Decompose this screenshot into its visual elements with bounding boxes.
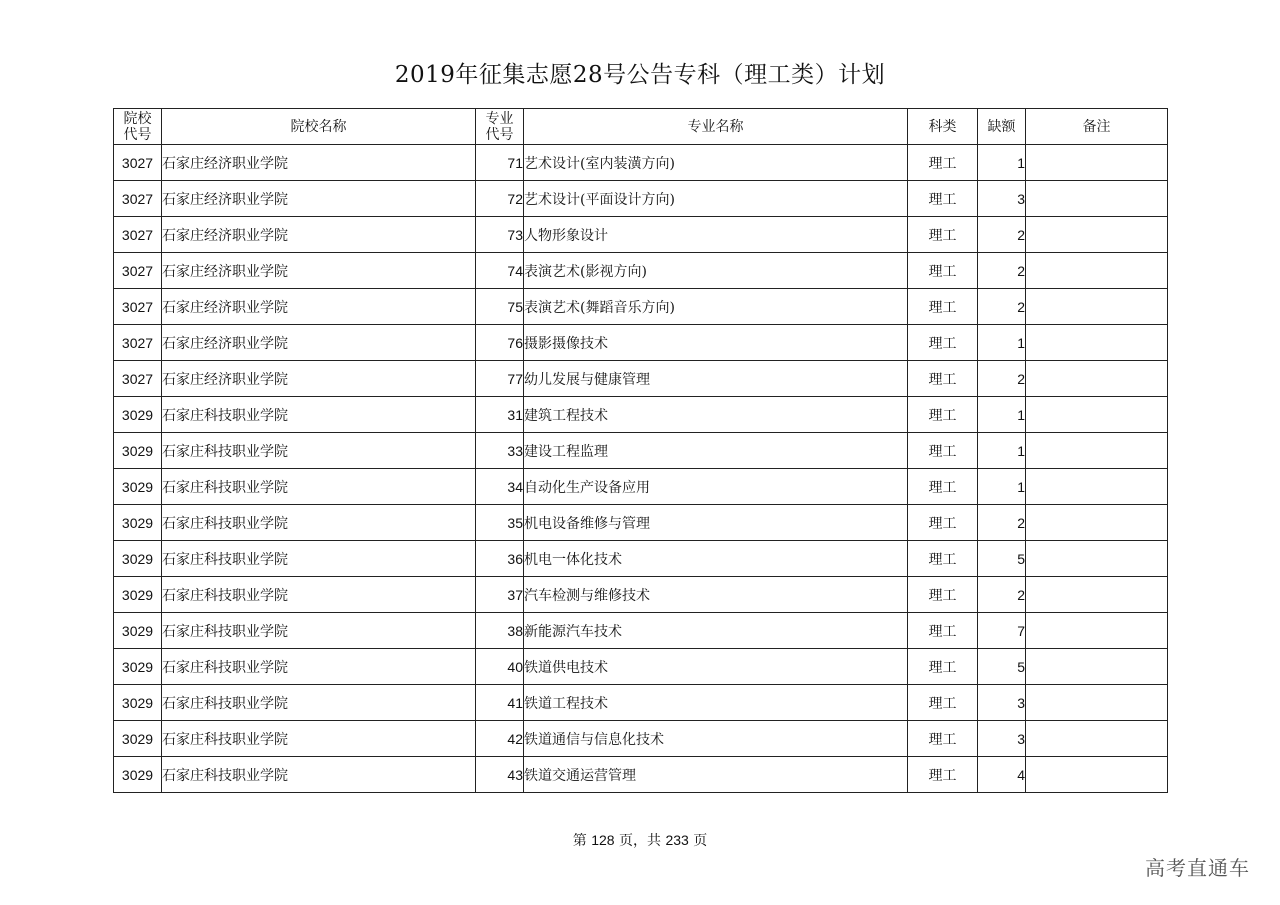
cell-school-name: 石家庄科技职业学院 bbox=[162, 577, 476, 613]
cell-note bbox=[1026, 685, 1168, 721]
cell-school-code: 3027 bbox=[114, 217, 162, 253]
cell-quota: 1 bbox=[978, 325, 1026, 361]
cell-major-code: 43 bbox=[476, 757, 524, 793]
cell-major-code: 76 bbox=[476, 325, 524, 361]
header-quota: 缺额 bbox=[978, 109, 1026, 145]
cell-quota: 5 bbox=[978, 649, 1026, 685]
cell-major-name: 幼儿发展与健康管理 bbox=[524, 361, 908, 397]
cell-category: 理工 bbox=[908, 541, 978, 577]
table-body bbox=[114, 145, 1168, 793]
cell-major-name: 机电一体化技术 bbox=[524, 541, 908, 577]
cell-school-code: 3029 bbox=[114, 433, 162, 469]
cell-category: 理工 bbox=[908, 685, 978, 721]
cell-school-name: 石家庄经济职业学院 bbox=[162, 217, 476, 253]
table-row bbox=[114, 181, 1168, 217]
cell-major-code: 77 bbox=[476, 361, 524, 397]
cell-major-name: 建设工程监理 bbox=[524, 433, 908, 469]
cell-quota: 2 bbox=[978, 361, 1026, 397]
cell-school-name: 石家庄经济职业学院 bbox=[162, 289, 476, 325]
cell-note bbox=[1026, 217, 1168, 253]
cell-major-name: 新能源汽车技术 bbox=[524, 613, 908, 649]
cell-quota: 1 bbox=[978, 397, 1026, 433]
cell-school-code: 3029 bbox=[114, 613, 162, 649]
cell-category: 理工 bbox=[908, 181, 978, 217]
footer-prefix: 第 bbox=[572, 833, 587, 849]
cell-category: 理工 bbox=[908, 433, 978, 469]
cell-major-name: 艺术设计(室内装潢方向) bbox=[524, 145, 908, 181]
cell-major-code: 31 bbox=[476, 397, 524, 433]
cell-school-code: 3029 bbox=[114, 577, 162, 613]
cell-major-code: 36 bbox=[476, 541, 524, 577]
cell-school-name: 石家庄经济职业学院 bbox=[162, 361, 476, 397]
cell-category: 理工 bbox=[908, 145, 978, 181]
cell-category: 理工 bbox=[908, 325, 978, 361]
cell-major-code: 35 bbox=[476, 505, 524, 541]
cell-category: 理工 bbox=[908, 217, 978, 253]
cell-major-name: 铁道通信与信息化技术 bbox=[524, 721, 908, 757]
cell-major-code: 40 bbox=[476, 649, 524, 685]
cell-school-name: 石家庄经济职业学院 bbox=[162, 181, 476, 217]
cell-school-code: 3029 bbox=[114, 469, 162, 505]
table-row bbox=[114, 289, 1168, 325]
cell-note bbox=[1026, 253, 1168, 289]
cell-category: 理工 bbox=[908, 505, 978, 541]
cell-school-code: 3027 bbox=[114, 181, 162, 217]
cell-major-name: 建筑工程技术 bbox=[524, 397, 908, 433]
cell-major-name: 铁道供电技术 bbox=[524, 649, 908, 685]
cell-category: 理工 bbox=[908, 469, 978, 505]
footer-total-pages: 233 bbox=[665, 832, 689, 848]
cell-quota: 1 bbox=[978, 469, 1026, 505]
cell-major-name: 表演艺术(影视方向) bbox=[524, 253, 908, 289]
cell-category: 理工 bbox=[908, 757, 978, 793]
cell-note bbox=[1026, 577, 1168, 613]
header-major-code-line1: 专业 bbox=[485, 110, 514, 127]
cell-major-code: 41 bbox=[476, 685, 524, 721]
cell-major-name: 铁道工程技术 bbox=[524, 685, 908, 721]
cell-note bbox=[1026, 613, 1168, 649]
table-row bbox=[114, 685, 1168, 721]
cell-major-name: 摄影摄像技术 bbox=[524, 325, 908, 361]
header-school-name: 院校名称 bbox=[162, 109, 476, 145]
cell-school-code: 3029 bbox=[114, 757, 162, 793]
cell-category: 理工 bbox=[908, 397, 978, 433]
enrollment-plan-table bbox=[113, 108, 1168, 793]
table-row bbox=[114, 505, 1168, 541]
cell-note bbox=[1026, 757, 1168, 793]
cell-quota: 2 bbox=[978, 217, 1026, 253]
cell-school-code: 3027 bbox=[114, 325, 162, 361]
cell-school-name: 石家庄科技职业学院 bbox=[162, 757, 476, 793]
header-category: 科类 bbox=[908, 109, 978, 145]
cell-note bbox=[1026, 541, 1168, 577]
cell-major-code: 71 bbox=[476, 145, 524, 181]
cell-quota: 3 bbox=[978, 685, 1026, 721]
cell-note bbox=[1026, 469, 1168, 505]
footer-current-page: 128 bbox=[591, 832, 615, 848]
cell-major-code: 38 bbox=[476, 613, 524, 649]
cell-note bbox=[1026, 289, 1168, 325]
header-note: 备注 bbox=[1026, 109, 1168, 145]
cell-school-name: 石家庄科技职业学院 bbox=[162, 613, 476, 649]
cell-category: 理工 bbox=[908, 289, 978, 325]
cell-school-name: 石家庄科技职业学院 bbox=[162, 721, 476, 757]
cell-note bbox=[1026, 181, 1168, 217]
cell-school-name: 石家庄科技职业学院 bbox=[162, 685, 476, 721]
table-row bbox=[114, 361, 1168, 397]
cell-major-name: 机电设备维修与管理 bbox=[524, 505, 908, 541]
cell-category: 理工 bbox=[908, 613, 978, 649]
cell-note bbox=[1026, 649, 1168, 685]
table-row bbox=[114, 433, 1168, 469]
cell-category: 理工 bbox=[908, 577, 978, 613]
header-school-code-line2: 代号 bbox=[123, 126, 152, 143]
cell-major-code: 72 bbox=[476, 181, 524, 217]
cell-major-code: 73 bbox=[476, 217, 524, 253]
cell-major-code: 75 bbox=[476, 289, 524, 325]
cell-school-code: 3029 bbox=[114, 685, 162, 721]
header-major-code-line2: 代号 bbox=[485, 126, 514, 143]
cell-major-name: 艺术设计(平面设计方向) bbox=[524, 181, 908, 217]
table-row bbox=[114, 649, 1168, 685]
cell-school-code: 3027 bbox=[114, 289, 162, 325]
table-row bbox=[114, 145, 1168, 181]
header-school-code-line1: 院校 bbox=[123, 110, 152, 127]
cell-major-name: 汽车检测与维修技术 bbox=[524, 577, 908, 613]
cell-category: 理工 bbox=[908, 649, 978, 685]
table-row bbox=[114, 541, 1168, 577]
cell-category: 理工 bbox=[908, 361, 978, 397]
cell-note bbox=[1026, 505, 1168, 541]
page-title: 2019年征集志愿28号公告专科（理工类）计划 bbox=[394, 62, 886, 88]
table-row bbox=[114, 397, 1168, 433]
cell-school-name: 石家庄科技职业学院 bbox=[162, 541, 476, 577]
cell-school-name: 石家庄科技职业学院 bbox=[162, 433, 476, 469]
cell-school-code: 3027 bbox=[114, 361, 162, 397]
cell-school-code: 3029 bbox=[114, 541, 162, 577]
cell-school-code: 3029 bbox=[114, 397, 162, 433]
footer-suffix: 页 bbox=[693, 833, 708, 849]
cell-school-name: 石家庄科技职业学院 bbox=[162, 649, 476, 685]
table-row bbox=[114, 613, 1168, 649]
cell-school-name: 石家庄科技职业学院 bbox=[162, 397, 476, 433]
cell-quota: 2 bbox=[978, 253, 1026, 289]
table-row bbox=[114, 577, 1168, 613]
cell-quota: 2 bbox=[978, 289, 1026, 325]
cell-quota: 7 bbox=[978, 613, 1026, 649]
cell-category: 理工 bbox=[908, 253, 978, 289]
cell-school-code: 3029 bbox=[114, 505, 162, 541]
cell-note bbox=[1026, 145, 1168, 181]
cell-major-name: 人物形象设计 bbox=[524, 217, 908, 253]
cell-quota: 2 bbox=[978, 577, 1026, 613]
cell-quota: 2 bbox=[978, 505, 1026, 541]
cell-note bbox=[1026, 433, 1168, 469]
cell-quota: 1 bbox=[978, 433, 1026, 469]
cell-school-code: 3027 bbox=[114, 253, 162, 289]
cell-school-code: 3029 bbox=[114, 721, 162, 757]
table-header-row bbox=[114, 109, 1168, 145]
cell-major-name: 表演艺术(舞蹈音乐方向) bbox=[524, 289, 908, 325]
table-row bbox=[114, 217, 1168, 253]
cell-major-code: 33 bbox=[476, 433, 524, 469]
cell-major-name: 铁道交通运营管理 bbox=[524, 757, 908, 793]
cell-school-name: 石家庄经济职业学院 bbox=[162, 325, 476, 361]
table-row bbox=[114, 469, 1168, 505]
table-row bbox=[114, 757, 1168, 793]
watermark-logo: 高考直通车 bbox=[1145, 856, 1250, 880]
cell-school-code: 3027 bbox=[114, 145, 162, 181]
cell-quota: 3 bbox=[978, 181, 1026, 217]
footer-mid: 页，共 bbox=[619, 833, 661, 849]
table-row bbox=[114, 325, 1168, 361]
header-major-code bbox=[476, 109, 524, 145]
cell-quota: 5 bbox=[978, 541, 1026, 577]
cell-school-name: 石家庄科技职业学院 bbox=[162, 469, 476, 505]
cell-major-code: 37 bbox=[476, 577, 524, 613]
header-major-name: 专业名称 bbox=[524, 109, 908, 145]
cell-note bbox=[1026, 721, 1168, 757]
header-school-code bbox=[114, 109, 162, 145]
cell-major-code: 34 bbox=[476, 469, 524, 505]
cell-note bbox=[1026, 325, 1168, 361]
cell-school-name: 石家庄科技职业学院 bbox=[162, 505, 476, 541]
table-row bbox=[114, 721, 1168, 757]
cell-school-code: 3029 bbox=[114, 649, 162, 685]
cell-note bbox=[1026, 361, 1168, 397]
cell-school-name: 石家庄经济职业学院 bbox=[162, 145, 476, 181]
cell-note bbox=[1026, 397, 1168, 433]
page-footer bbox=[0, 830, 1280, 850]
cell-quota: 4 bbox=[978, 757, 1026, 793]
cell-quota: 3 bbox=[978, 721, 1026, 757]
cell-quota: 1 bbox=[978, 145, 1026, 181]
cell-school-name: 石家庄经济职业学院 bbox=[162, 253, 476, 289]
cell-major-code: 74 bbox=[476, 253, 524, 289]
cell-category: 理工 bbox=[908, 721, 978, 757]
table-row bbox=[114, 253, 1168, 289]
cell-major-code: 42 bbox=[476, 721, 524, 757]
cell-major-name: 自动化生产设备应用 bbox=[524, 469, 908, 505]
